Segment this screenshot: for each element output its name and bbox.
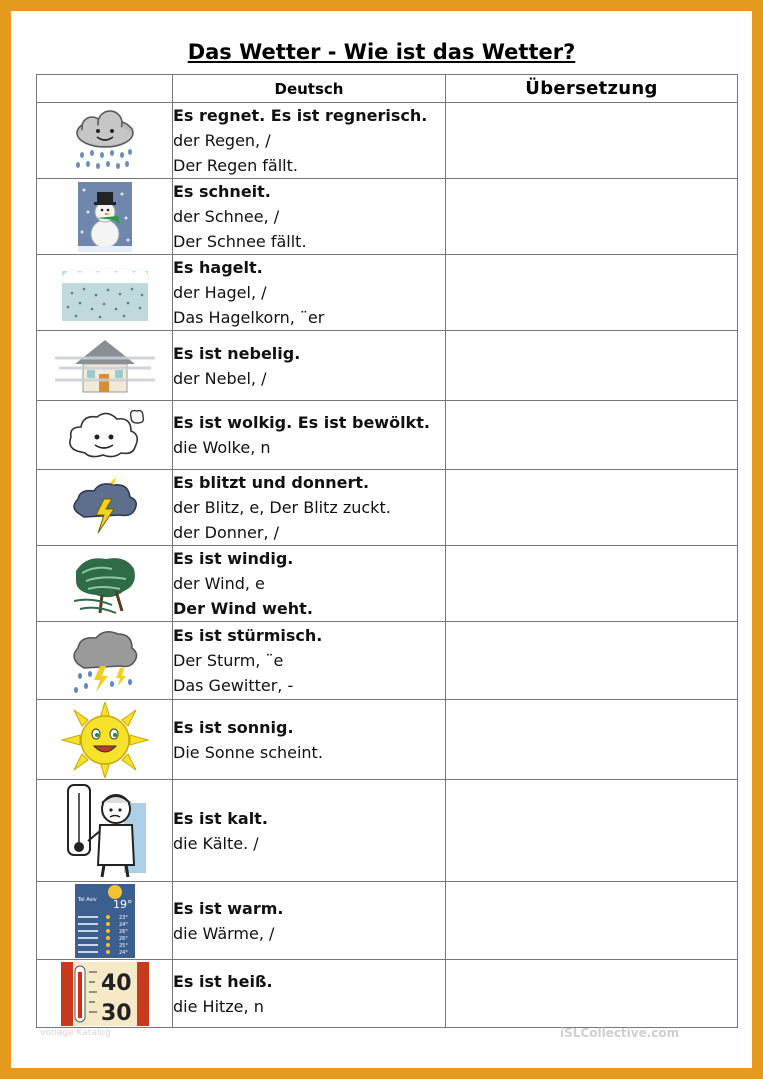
german-cell	[173, 179, 446, 255]
german-cell	[173, 255, 446, 331]
translation-cell[interactable]	[446, 780, 738, 882]
vocab-line: die Wolke, n	[173, 438, 271, 457]
table-row	[37, 103, 738, 179]
snowman-icon	[78, 182, 132, 252]
table-row	[37, 882, 738, 960]
app-forecast-temp: 26°	[118, 935, 128, 942]
app-temp: 19°	[112, 897, 132, 911]
picture-cell	[37, 103, 173, 179]
app-city: Tel Aviv	[77, 896, 97, 903]
thermometer-icon	[61, 962, 149, 1026]
sun-icon	[60, 702, 150, 778]
hail-icon	[60, 263, 150, 323]
phrase: Es ist nebelig.	[173, 343, 301, 363]
german-cell	[173, 700, 446, 780]
picture-cell	[37, 622, 173, 700]
vocab-line: die Hitze, n	[173, 996, 264, 1016]
phrase: Es regnet. Es ist regnerisch.	[173, 106, 428, 125]
thermometer-reading: 30	[100, 1000, 132, 1026]
phrase: Es ist wolkig. Es ist bewölkt.	[173, 413, 430, 432]
phrase: Es ist kalt.	[173, 808, 268, 828]
app-forecast-temp: 24°	[118, 949, 128, 956]
phrase: Es ist heiß.	[173, 971, 273, 991]
page-title: Das Wetter - Wie ist das Wetter?	[187, 40, 576, 64]
vocab-line: der Schnee, /	[173, 207, 280, 226]
vocab-line: Das Hagelkorn, ¨er	[173, 308, 325, 327]
cloud-icon	[65, 407, 145, 463]
german-cell	[173, 103, 446, 179]
picture-cell	[37, 546, 173, 622]
vocab-line: Das Gewitter, -	[173, 676, 294, 695]
picture-cell	[37, 700, 173, 780]
german-cell	[173, 780, 446, 882]
translation-cell[interactable]	[446, 622, 738, 700]
picture-cell	[37, 882, 173, 960]
translation-cell[interactable]	[446, 882, 738, 960]
header-picture	[37, 75, 173, 103]
german-cell	[173, 331, 446, 401]
vocab-line: der Nebel, /	[173, 368, 267, 388]
picture-cell	[37, 470, 173, 546]
german-cell	[173, 470, 446, 546]
app-forecast-temp: 24°	[118, 921, 128, 928]
translation-cell[interactable]	[446, 103, 738, 179]
table-row	[37, 622, 738, 700]
phrase: Es ist windig.	[173, 549, 294, 568]
phrase: Es ist sonnig.	[173, 717, 294, 737]
vocab-line: die Wärme, /	[173, 923, 275, 943]
vocab-line: Der Regen fällt.	[173, 156, 298, 175]
thermometer-reading: 40	[100, 970, 132, 996]
header-german: Deutsch	[173, 75, 446, 103]
picture-cell	[37, 960, 173, 1028]
footer-watermark-right: iSLCollective.com	[560, 1026, 680, 1040]
vocab-line: der Blitz, e, Der Blitz zuckt.	[173, 498, 391, 517]
translation-cell[interactable]	[446, 401, 738, 470]
header-translation-label: Übersetzung	[525, 78, 658, 99]
vocab-line: Der Schnee fällt.	[173, 232, 307, 251]
table-row	[37, 546, 738, 622]
picture-cell	[37, 255, 173, 331]
phrase: Es ist warm.	[173, 898, 284, 918]
vocab-line: der Wind, e	[173, 574, 265, 593]
translation-cell[interactable]	[446, 470, 738, 546]
german-cell	[173, 960, 446, 1028]
german-cell	[173, 882, 446, 960]
picture-cell	[37, 780, 173, 882]
table-row	[37, 255, 738, 331]
weather-app-icon	[75, 884, 135, 958]
vocab-line: der Donner, /	[173, 523, 280, 542]
header-translation	[446, 75, 738, 103]
app-forecast-temp: 25°	[118, 942, 128, 949]
fog-house-icon	[55, 336, 155, 396]
vocab-line: Der Wind weht.	[173, 599, 313, 618]
vocab-line: der Hagel, /	[173, 283, 267, 302]
thunder-cloud-icon	[70, 477, 140, 539]
cold-man-icon	[60, 783, 150, 879]
phrase: Es schneit.	[173, 182, 271, 201]
table-row	[37, 401, 738, 470]
translation-cell[interactable]	[446, 255, 738, 331]
vocab-line: Der Sturm, ¨e	[173, 651, 284, 670]
phrase: Es hagelt.	[173, 258, 263, 277]
vocab-line: die Kälte. /	[173, 833, 259, 853]
translation-cell[interactable]	[446, 179, 738, 255]
german-cell	[173, 401, 446, 470]
german-cell	[173, 546, 446, 622]
phrase: Es blitzt und donnert.	[173, 473, 370, 492]
vocabulary-table	[36, 74, 738, 1028]
table-row	[37, 700, 738, 780]
translation-cell[interactable]	[446, 700, 738, 780]
picture-cell	[37, 331, 173, 401]
table-row	[37, 780, 738, 882]
app-forecast-temp: 26°	[118, 928, 128, 935]
german-cell	[173, 622, 446, 700]
vocab-line: Die Sonne scheint.	[173, 742, 323, 762]
picture-cell	[37, 401, 173, 470]
phrase: Es ist stürmisch.	[173, 626, 323, 645]
header-row	[37, 75, 738, 103]
rain-cloud-icon	[70, 109, 140, 173]
table-row	[37, 470, 738, 546]
picture-cell	[37, 179, 173, 255]
table-row	[37, 331, 738, 401]
storm-cloud-icon	[70, 626, 140, 696]
windy-tree-icon	[72, 551, 138, 617]
footer-watermark-left: vorlage Katalog	[40, 1028, 111, 1038]
table-row	[37, 960, 738, 1028]
translation-cell[interactable]	[446, 331, 738, 401]
translation-cell[interactable]	[446, 546, 738, 622]
translation-cell[interactable]	[446, 960, 738, 1028]
vocab-line: der Regen, /	[173, 131, 271, 150]
table-row	[37, 179, 738, 255]
app-forecast-temp: 23°	[118, 914, 128, 921]
